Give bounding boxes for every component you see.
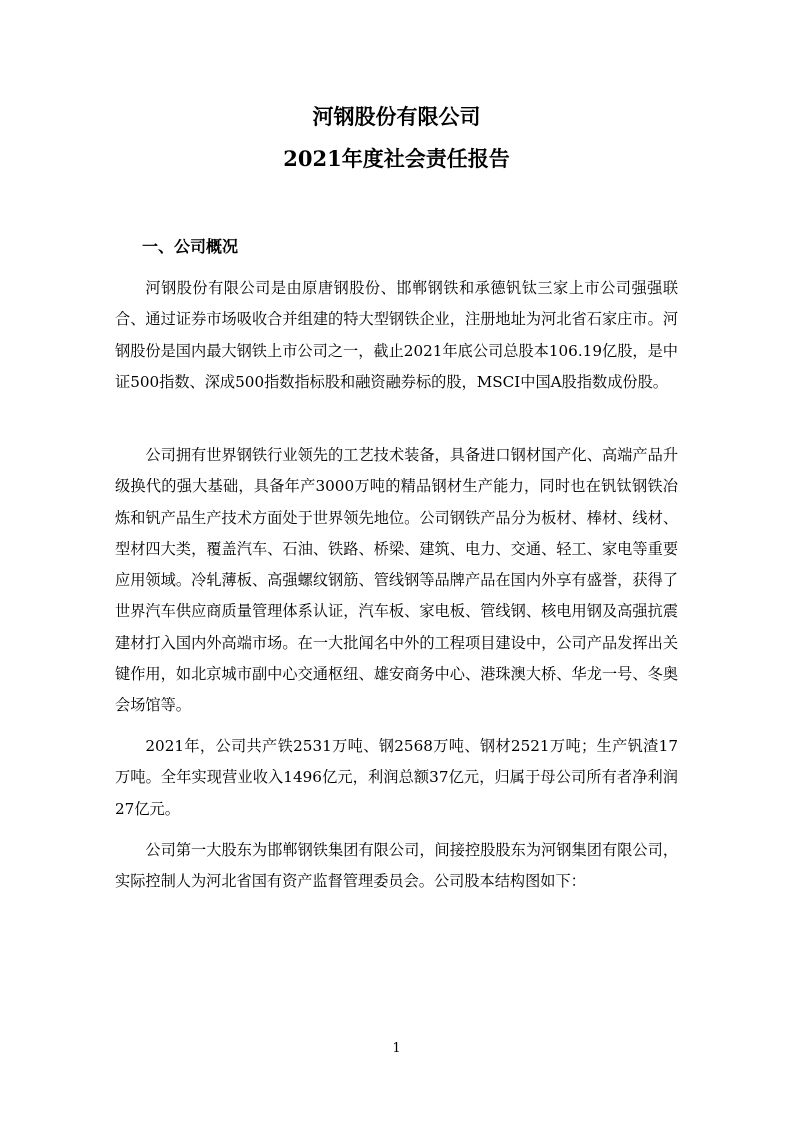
paragraph-shareholders: 公司第一大股东为邯郸钢铁集团有限公司，间接控股股东为河钢集团有限公司，实际控制人为河北省国有资产监督管理委员会。公司股本结构图如下： — [115, 841, 678, 891]
report-title: 2021年度社会责任报告 — [283, 146, 510, 171]
page-number: 1 — [392, 1041, 401, 1056]
section-heading: 一、公司概况 — [142, 237, 239, 256]
paragraph-company-overview: 河钢股份有限公司是由原唐钢股份、邯郸钢铁和承德钒钛三家上市公司强强联合、通过证券市场吸收合并组建的特大型钢铁企业，注册地址为河北省石家庄市。河钢股份是国内最大钢铁上市公司之一，截止2021年底公司总股本106.19亿股，是中证500指数、深成500指数指标股和融资融券标的股，MSCI中国A股指数成份股。 — [115, 279, 678, 391]
paragraph-technology-products: 公司拥有世界钢铁行业领先的工艺技术装备，具备进口钢材国产化、高端产品升级换代的强大基础，具备年产3000万吨的精品钢材生产能力，同时也在钒钛钢铁冶炼和钒产品生产技术方面处于世界领先地位。公司钢铁产品分为板材、棒材、线材、型材四大类，覆盖汽车、石油、铁路、桥梁、建筑、电力、交通、轻工、家电等重要应用领域。冷轧薄板、高强螺纹钢筋、管线钢等品牌产品在国内外享有盛誉，获得了世界汽车供应商质量管理体系认证，汽车板、家电板、管线钢、核电用钢及高强抗震建材打入国内外高端市场。在一大批闻名中外的工程项目建设中，公司产品发挥出关键作用，如北京城市副中心交通枢纽、雄安商务中心、港珠澳大桥、华龙一号、冬奥会场馆等。 — [115, 446, 678, 715]
paragraph-2021-output: 2021年，公司共产铁2531万吨、钢2568万吨、钢材2521万吨；生产钒渣17万吨。全年实现营业收入1496亿元，利润总额37亿元，归属于母公司所有者净利润27亿元。 — [115, 737, 678, 818]
company-name-title: 河钢股份有限公司 — [312, 104, 481, 129]
